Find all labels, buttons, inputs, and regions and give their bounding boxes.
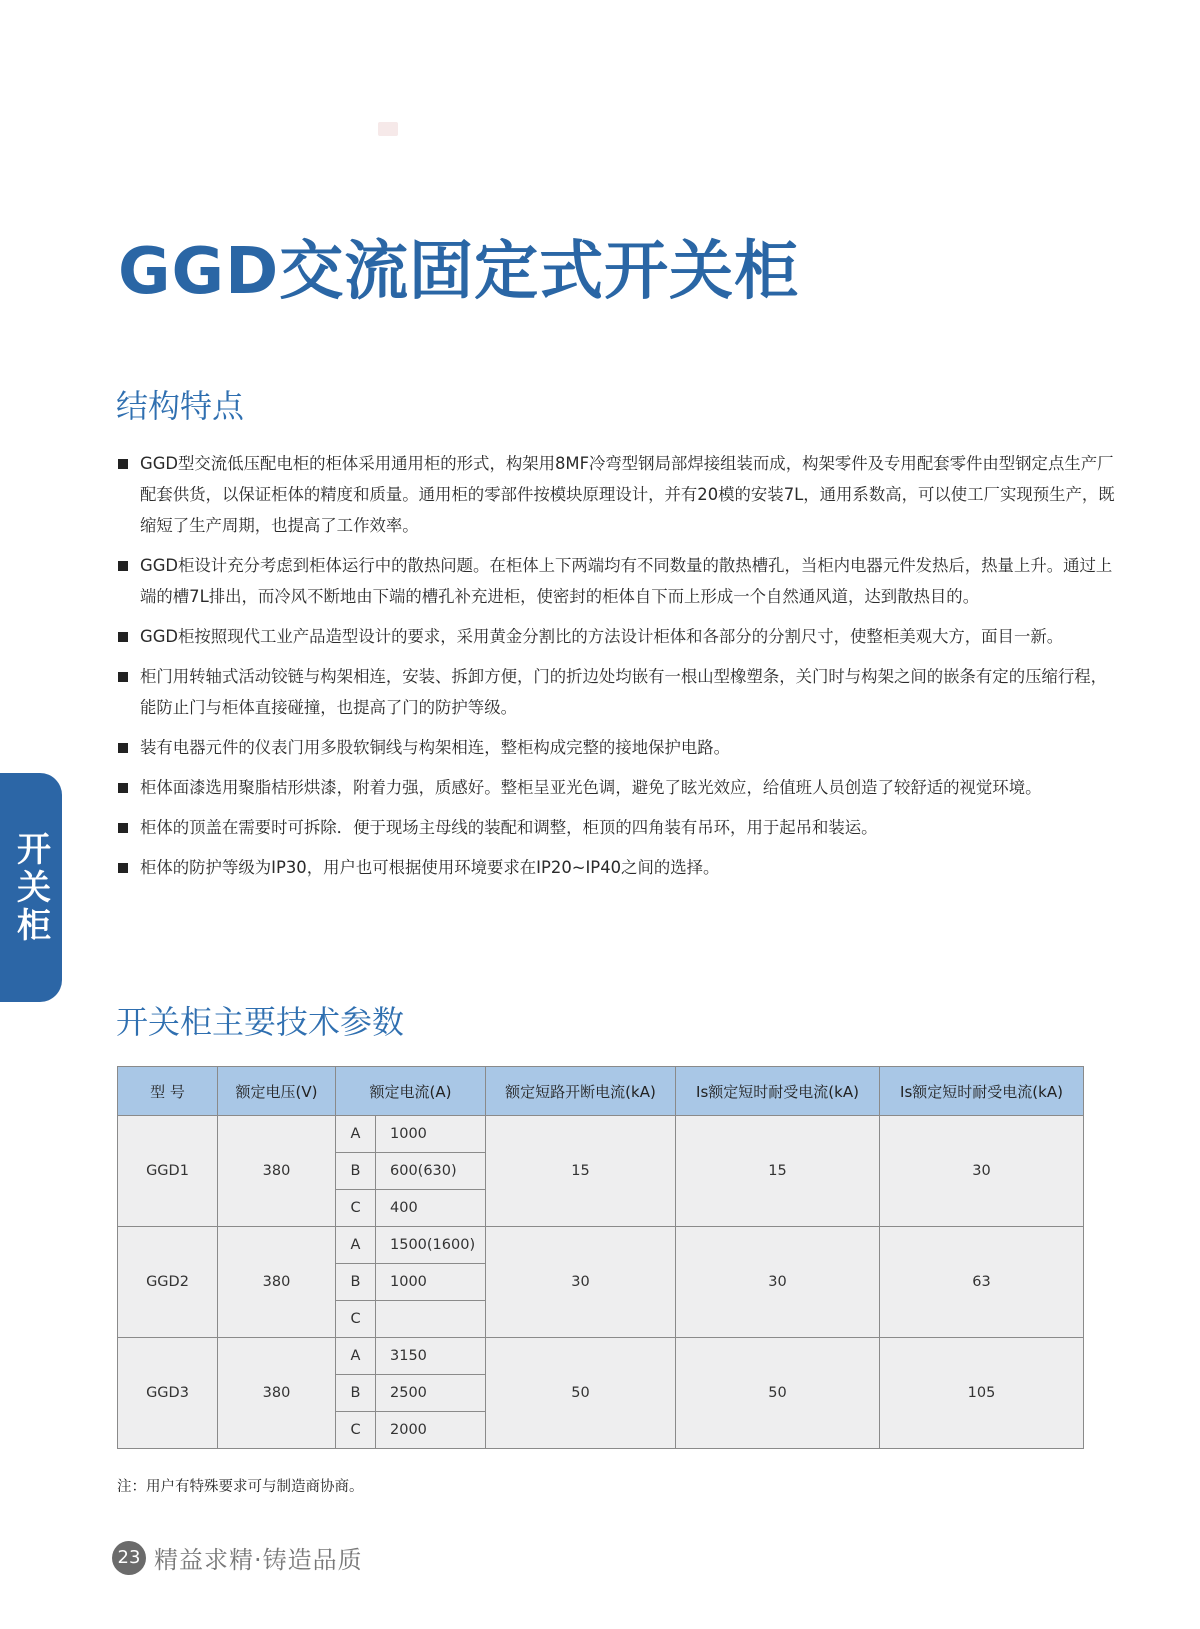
square-bullet-icon (118, 783, 128, 793)
side-category-tab: 开关柜 (0, 773, 62, 1002)
feature-item (118, 448, 1118, 541)
params-section-title: 开关柜主要技术参数 (116, 1003, 405, 1041)
decorative-mark (378, 122, 398, 136)
cell-grade: C (336, 1190, 376, 1227)
feature-item (118, 852, 1118, 883)
header-current: 额定电流(A) (336, 1067, 486, 1116)
cell-model: GGD3 (118, 1338, 218, 1449)
feature-text: 装有电器元件的仪表门用多股软铜线与构架相连，整柜构成完整的接地保护电路。 (140, 738, 731, 757)
cell-model: GGD1 (118, 1116, 218, 1227)
cell-grade: C (336, 1412, 376, 1449)
cell-peak: 105 (880, 1338, 1084, 1449)
cell-current: 1000 (376, 1116, 486, 1153)
cell-voltage: 380 (218, 1338, 336, 1449)
cell-peak: 30 (880, 1116, 1084, 1227)
features-list (118, 448, 1118, 892)
features-section-title: 结构特点 (116, 387, 245, 425)
table-row (118, 1338, 1084, 1375)
header-breaking-current: 额定短路开断电流(kA) (486, 1067, 676, 1116)
feature-text: 柜体的防护等级为IP30，用户也可根据使用环境要求在IP20~IP40之间的选择。 (140, 858, 720, 877)
cell-breaking: 50 (486, 1338, 676, 1449)
cell-short-time: 50 (676, 1338, 880, 1449)
cell-voltage: 380 (218, 1116, 336, 1227)
feature-item (118, 812, 1118, 843)
table-row (118, 1227, 1084, 1264)
cell-grade: A (336, 1227, 376, 1264)
cell-grade: A (336, 1116, 376, 1153)
cell-breaking: 15 (486, 1116, 676, 1227)
feature-item (118, 621, 1118, 652)
square-bullet-icon (118, 672, 128, 682)
parameters-table (117, 1066, 1084, 1449)
cell-model: GGD2 (118, 1227, 218, 1338)
cell-peak: 63 (880, 1227, 1084, 1338)
cell-grade: C (336, 1301, 376, 1338)
cell-short-time: 30 (676, 1227, 880, 1338)
feature-item (118, 772, 1118, 803)
feature-text: 柜门用转轴式活动铰链与构架相连，安装、拆卸方便，门的折边处均嵌有一根山型橡塑条，关门时与构架之间的嵌条有定的压缩行程，能防止门与柜体直接碰撞，也提高了门的防护等级。 (140, 667, 1108, 717)
cell-current: 1500(1600) (376, 1227, 486, 1264)
cell-current: 600(630) (376, 1153, 486, 1190)
table-row (118, 1116, 1084, 1153)
cell-breaking: 30 (486, 1227, 676, 1338)
header-short-time-current: Is额定短时耐受电流(kA) (676, 1067, 880, 1116)
cell-current: 3150 (376, 1338, 486, 1375)
feature-text: 柜体面漆选用聚脂桔形烘漆，附着力强，质感好。整柜呈亚光色调，避免了眩光效应，给值班人员创造了较舒适的视觉环境。 (140, 778, 1042, 797)
cell-current: 400 (376, 1190, 486, 1227)
cell-grade: B (336, 1375, 376, 1412)
footer-slogan: 精益求精·铸造品质 (154, 1546, 363, 1574)
header-model: 型 号 (118, 1067, 218, 1116)
square-bullet-icon (118, 823, 128, 833)
square-bullet-icon (118, 632, 128, 642)
feature-item (118, 550, 1118, 612)
feature-item (118, 661, 1118, 723)
header-voltage: 额定电压(V) (218, 1067, 336, 1116)
square-bullet-icon (118, 863, 128, 873)
feature-text: GGD型交流低压配电柜的柜体采用通用柜的形式，构架用8MF冷弯型钢局部焊接组装而成，构架零件及专用配套零件由型钢定点生产厂配套供货，以保证柜体的精度和质量。通用柜的零部件按模块原理设计，并有20模的安装7L，通用系数高，可以使工厂实现预生产，既缩短了生产周期，也提高了工作效率。 (140, 454, 1115, 535)
feature-item (118, 732, 1118, 763)
table-note: 注：用户有特殊要求可与制造商协商。 (117, 1479, 364, 1495)
page-number-badge: 23 (112, 1541, 146, 1575)
page-title: GGD交流固定式开关柜 (118, 235, 800, 309)
cell-grade: B (336, 1153, 376, 1190)
feature-text: 柜体的顶盖在需要时可拆除．便于现场主母线的装配和调整，柜顶的四角装有吊环，用于起吊和装运。 (140, 818, 878, 837)
cell-current: 1000 (376, 1264, 486, 1301)
page-footer (112, 1540, 363, 1575)
square-bullet-icon (118, 743, 128, 753)
cell-grade: A (336, 1338, 376, 1375)
cell-grade: B (336, 1264, 376, 1301)
table-header-row (118, 1067, 1084, 1116)
feature-text: GGD柜按照现代工业产品造型设计的要求，采用黄金分割比的方法设计柜体和各部分的分割尺寸，使整柜美观大方，面目一新。 (140, 627, 1064, 646)
cell-voltage: 380 (218, 1227, 336, 1338)
header-short-time-current-2: Is额定短时耐受电流(kA) (880, 1067, 1084, 1116)
feature-text: GGD柜设计充分考虑到柜体运行中的散热问题。在柜体上下两端均有不同数量的散热槽孔，当柜内电器元件发热后，热量上升。通过上端的槽7L排出，而冷风不断地由下端的槽孔补充进柜，使密封的柜体自下而上形成一个自然通风道，达到散热目的。 (140, 556, 1113, 606)
square-bullet-icon (118, 561, 128, 571)
square-bullet-icon (118, 459, 128, 469)
cell-current (376, 1301, 486, 1338)
cell-current: 2500 (376, 1375, 486, 1412)
cell-current: 2000 (376, 1412, 486, 1449)
cell-short-time: 15 (676, 1116, 880, 1227)
